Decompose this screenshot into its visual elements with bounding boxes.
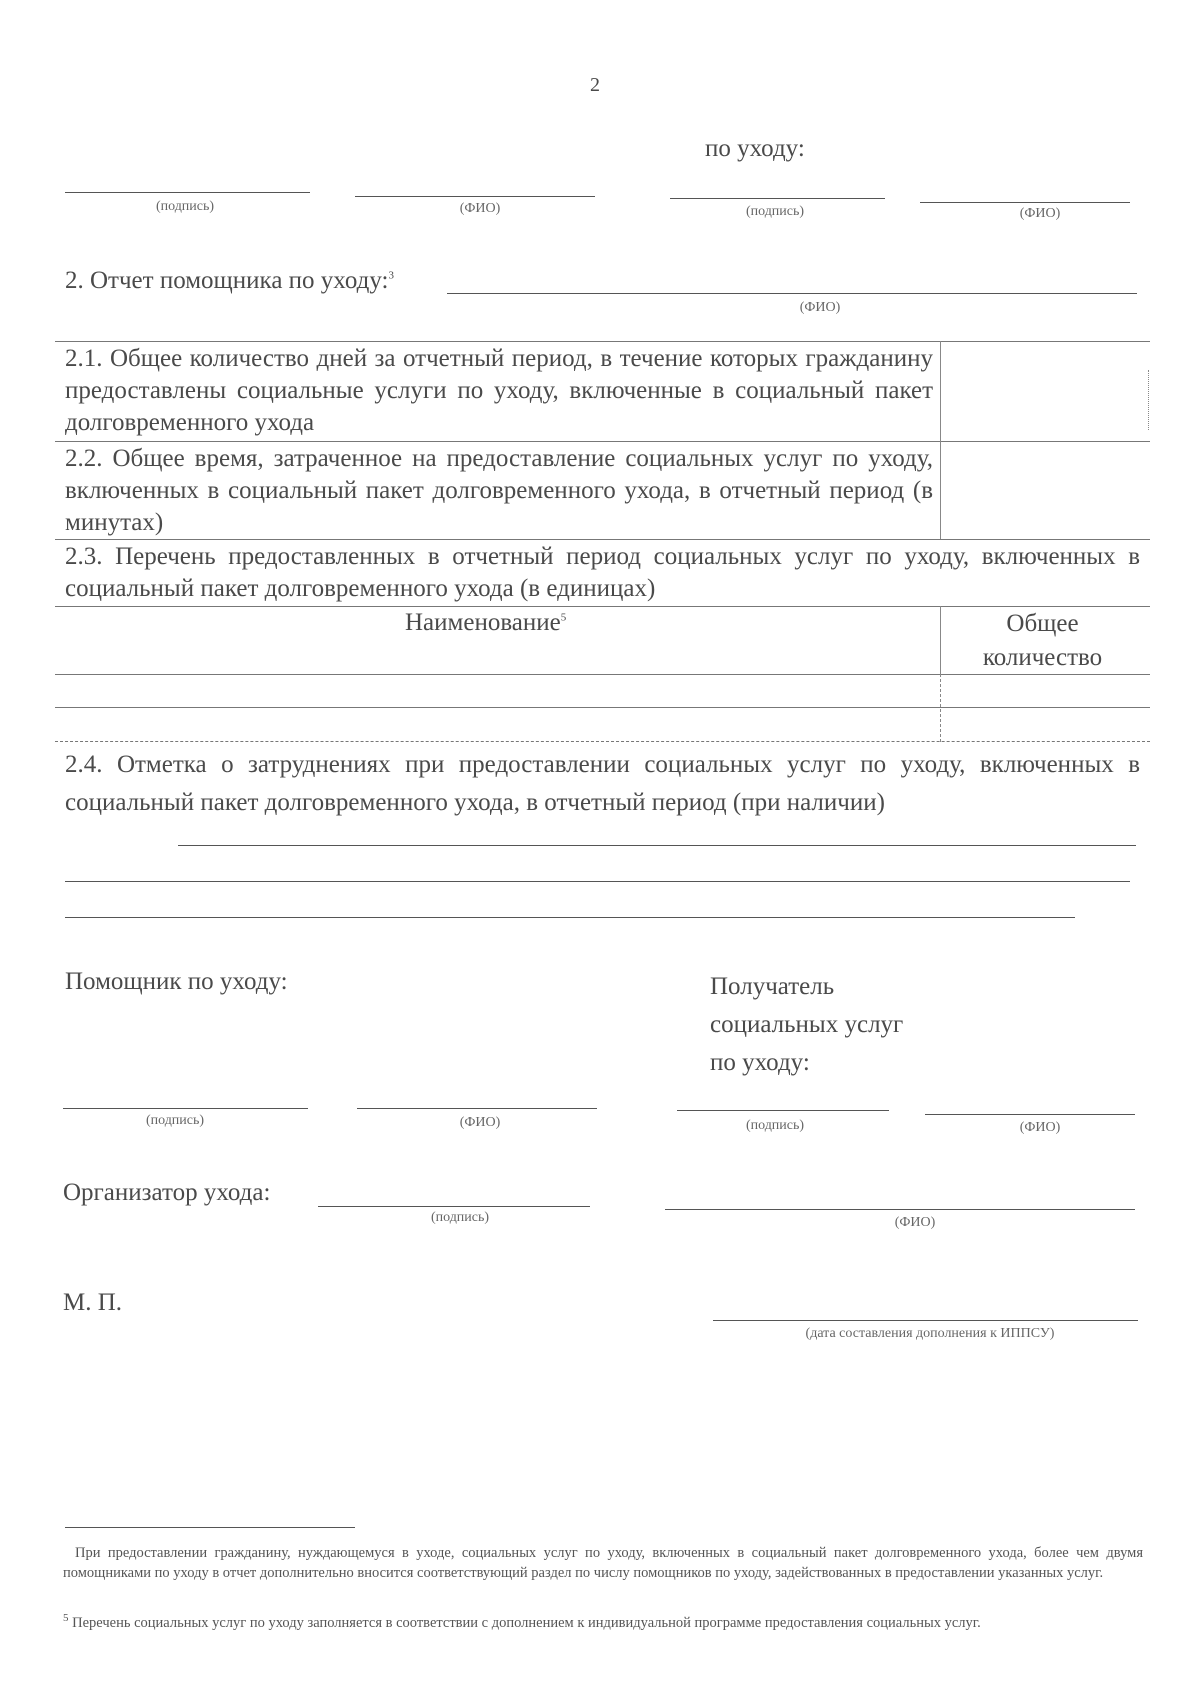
assistant-fio-sign-caption: (ФИО) <box>459 1115 501 1130</box>
table-row-divider-5 <box>55 707 1150 708</box>
section-2-title <box>65 264 394 298</box>
table-row-2-1-value[interactable] <box>942 343 1147 439</box>
date-line[interactable] <box>713 1320 1138 1321</box>
recipient-label-line-3: по уходу: <box>710 1049 810 1076</box>
recipient-fio-line[interactable] <box>925 1114 1135 1115</box>
organizer-signature-line[interactable] <box>318 1206 590 1207</box>
table-bottom-border <box>55 741 1150 742</box>
footnote-separator <box>65 1527 355 1528</box>
footnote-5-marker: 5 <box>63 1612 69 1625</box>
top-caption-signature-1: (подпись) <box>155 199 215 214</box>
table-top-border <box>55 341 1150 342</box>
stamp-label: М. П. <box>63 1289 123 1316</box>
top-caption-fio-2: (ФИО) <box>1019 206 1061 221</box>
recipient-signature-line[interactable] <box>677 1110 889 1111</box>
table-row-2-2-label: 2.2. Общее время, затраченное на предоставление социальных услуг по уходу, включенных в социальный пакет долговременного ухода, в отчетный период (в минутах) <box>65 445 933 536</box>
section-2-title-text: 2. Отчет помощника по уходу: <box>65 267 389 294</box>
section-2-4-text: 2.4. Отметка о затруднениях при предоставлении социальных услуг по уходу, включенных в социальный пакет долговременного ухода, в отчетный период (при наличии) <box>65 751 1140 816</box>
difficulties-line-3[interactable] <box>65 917 1075 918</box>
table-service-row[interactable] <box>57 676 1147 706</box>
table-value-divider-2 <box>940 441 941 539</box>
organizer-fio-line[interactable] <box>665 1209 1135 1210</box>
difficulties-line-1[interactable] <box>178 845 1136 846</box>
top-caption-signature-2: (подпись) <box>745 204 805 219</box>
organizer-label: Организатор ухода: <box>63 1179 271 1206</box>
table-row-2-1-label: 2.1. Общее количество дней за отчетный период, в течение которых гражданину предоставлены социальные услуги по уходу, включенные в социальный пакет долговременного ухода <box>65 345 933 436</box>
top-fio-line-2[interactable] <box>920 202 1130 203</box>
table-row-divider-2 <box>55 539 1150 540</box>
table-row-divider-1 <box>55 441 1150 442</box>
table-row-2-2-value[interactable] <box>942 443 1147 537</box>
table-value-divider-3 <box>940 606 941 674</box>
top-fio-line-1[interactable] <box>355 196 595 197</box>
assistant-signature-caption: (подпись) <box>145 1113 205 1128</box>
table-row-divider-4 <box>55 674 1150 675</box>
recipient-fio-caption: (ФИО) <box>1019 1120 1061 1135</box>
table-value-divider-1 <box>940 341 941 441</box>
table-col-name-header <box>405 606 566 640</box>
page-number: 2 <box>590 74 600 96</box>
difficulties-line-2[interactable] <box>65 881 1130 882</box>
top-caption-fio-1: (ФИО) <box>459 201 501 216</box>
organizer-signature-caption: (подпись) <box>430 1210 490 1225</box>
organizer-fio-caption: (ФИО) <box>894 1215 936 1230</box>
assistant-fio-line[interactable] <box>447 293 1137 294</box>
table-col-name-text: Наименование <box>405 609 561 636</box>
footnote-ref-5: 5 <box>560 611 567 624</box>
assistant-fio-sign-line[interactable] <box>357 1108 597 1109</box>
table-row-2-3-label: 2.3. Перечень предоставленных в отчетный период социальных услуг по уходу, включенных в социальный пакет долговременного ухода (в единицах) <box>65 543 1140 602</box>
footnote-5-text: Перечень социальных услуг по уходу заполняется в соответствии с дополнением к индивидуальной программе предоставления социальных услуг. <box>72 1615 981 1631</box>
recipient-label-line-1: Получатель <box>710 973 835 1000</box>
footnote-ref-3: 3 <box>388 269 394 282</box>
table-value-divider-4 <box>940 674 941 742</box>
top-heading-fragment: по уходу: <box>705 135 805 162</box>
date-caption: (дата составления дополнения к ИППСУ) <box>805 1326 1055 1341</box>
footnote-3: При предоставлении гражданину, нуждающемуся в уходе, социальных услуг по уходу, включенных в социальный пакет долговременного ухода, более чем двумя помощниками по уходу в отчет дополнительно вносится соответствующий раздел по числу помощников по уходу, задействованных в предоставлении указанных услуг. <box>63 1545 1143 1581</box>
recipient-signature-caption: (подпись) <box>745 1118 805 1133</box>
table-col-total-header: Общее количество <box>982 610 1103 671</box>
assistant-fio-caption: (ФИО) <box>799 300 841 315</box>
assistant-signature-line[interactable] <box>63 1108 308 1109</box>
top-signature-line-1[interactable] <box>65 192 310 193</box>
top-signature-line-2[interactable] <box>670 198 885 199</box>
assistant-label: Помощник по уходу: <box>65 968 288 995</box>
footnote-5 <box>63 1613 1143 1633</box>
table-right-edge-1 <box>1148 370 1149 430</box>
recipient-label-line-2: социальных услуг <box>710 1011 904 1038</box>
